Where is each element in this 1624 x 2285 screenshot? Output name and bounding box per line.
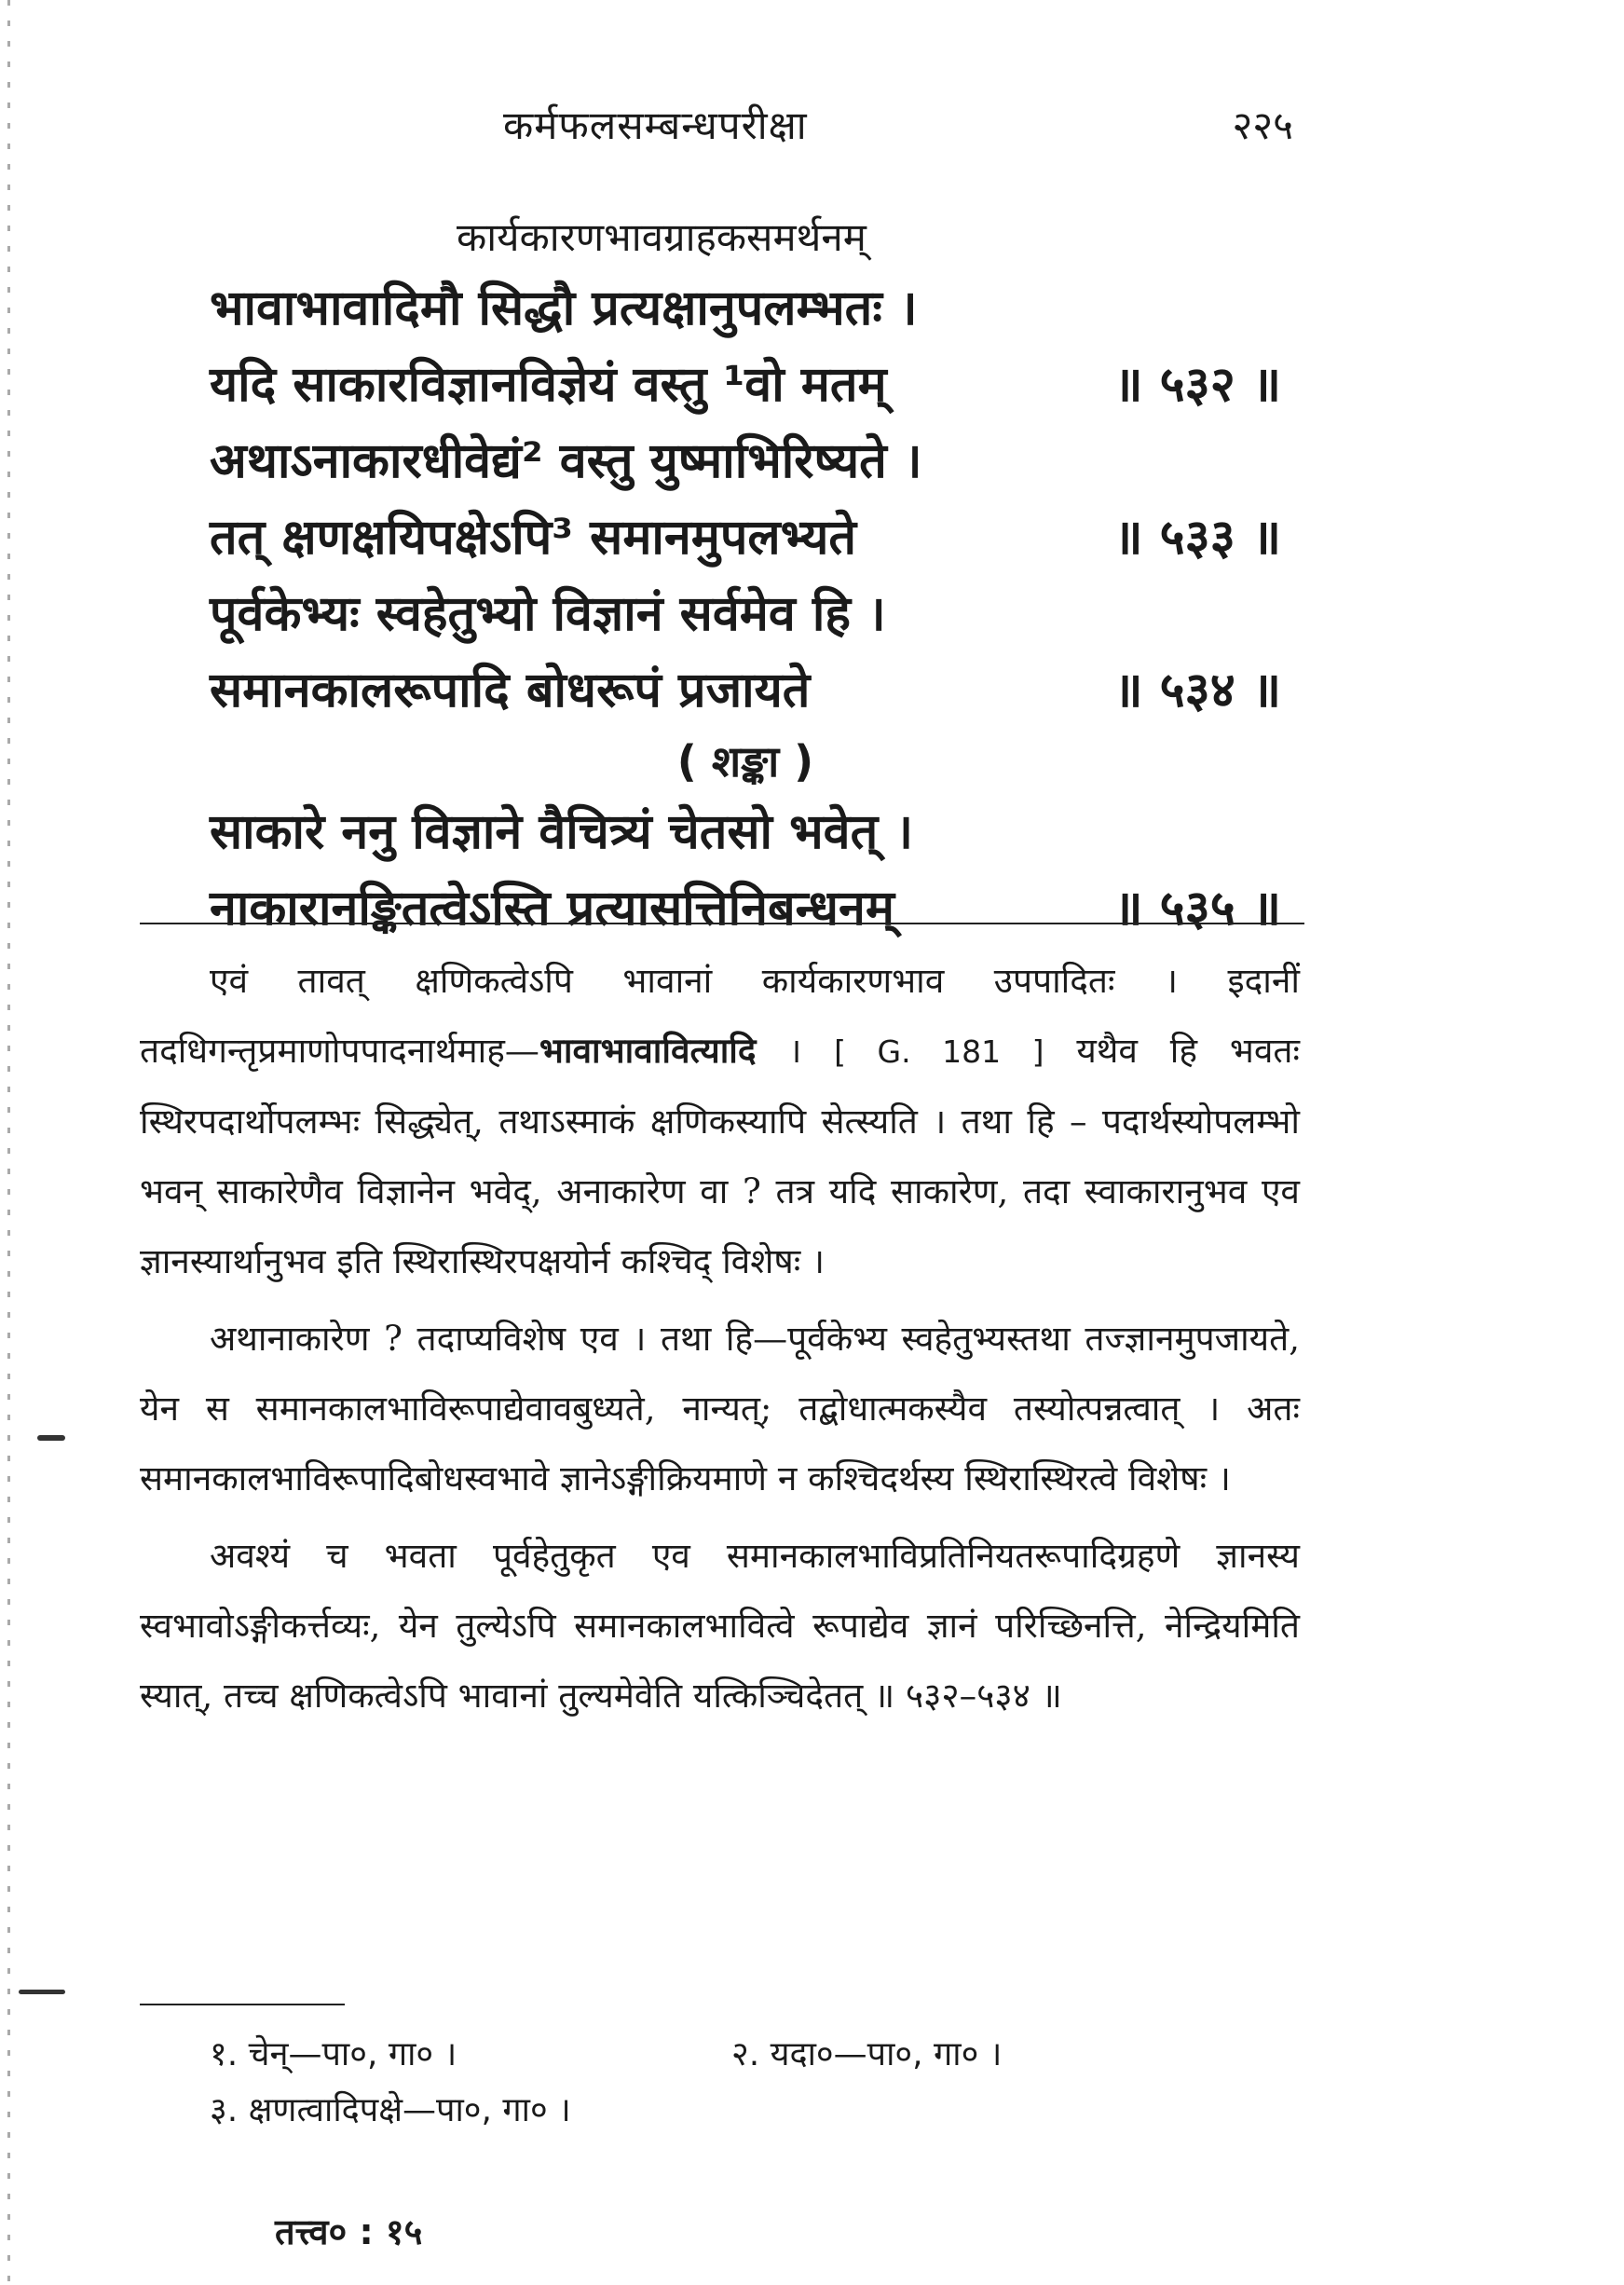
verse-text: यदि साकारविज्ञानविज्ञेयं वस्तु ¹वो मतम् [210,357,887,413]
verse-text: समानकालरूपादि बोधरूपं प्रजायते [210,663,811,718]
verse-line [210,870,1281,947]
verse-line [210,347,1281,423]
verse-line [210,576,1281,652]
commentary-text: यथैव हि भवतः स्थिरपदार्थोपलम्भः सिद्ध्येत्, तथाऽस्माकं क्षणिकस्यापि सेत्स्यति । तथा हि – पदार्थस्योपलम्भो भवन् साकारेणैव विज्ञानेन भवेद्, अनाकारेण वा ? तत्र यदि साकारेण, तदा स्वाकारानुभव एव ज्ञानस्यार्थानुभव इति स्थिरास्थिरपक्षयोर्न कश्चिद् विशेषः । [140,1031,1300,1281]
commentary [140,946,1300,1731]
page-reference: [ G. 181 ] [834,1033,1044,1070]
page-number: २२५ [1232,103,1293,148]
commentary-text: एवं तावत् क्षणिकत्वेऽपि भावानां कार्यकारणभाव उपपादितः । इदानीं तदधिगन्तृप्रमाणोपपादनार्थमाह— [140,961,1300,1071]
verse-block [210,270,1281,947]
commentary-paragraph [140,1304,1300,1513]
verse-line [210,652,1281,729]
running-title: कर्मफलसम्बन्धपरीक्षा [503,103,808,148]
footnote-1: १. चेन्—पा०, गा० । [210,2035,457,2073]
footnote-3: ३. क्षणत्वादिपक्षे—पा०, गा० । [210,2091,571,2129]
verse-divider-rule [140,923,1304,924]
commentary-paragraph [140,1521,1300,1731]
printer-signature: तत्त्व० : १५ [275,2211,423,2252]
verse-line [210,423,1281,499]
commentary-keyword: भावाभावावित्यादि [539,1030,757,1071]
scan-mark [37,1435,65,1441]
commentary-text: । [788,1031,802,1071]
verse-line [210,499,1281,576]
verse-text: अथाऽनाकारधीवेद्यं² वस्तु युष्माभिरिष्यते । [210,433,922,489]
scan-edge [7,0,10,2285]
commentary-paragraph [140,946,1300,1296]
commentary-text: अवश्यं च भवता पूर्वहेतुकृत एव समानकालभाविप्रतिनियतरूपादिग्रहणे ज्ञानस्य स्वभावोऽङ्गीकर्त्तव्यः, येन तुल्येऽपि समानकालभावित्वे रूपाद्येव ज्ञानं परिच्छिनत्ति, नेन्द्रियमिति स्यात्, तच्च क्षणिकत्वेऽपि भावानां तुल्यमेवेति यत्किञ्चिदेतत् [140,1536,1300,1716]
page-header [0,98,1624,154]
shanka-label: ( शङ्का ) [676,736,814,787]
verse-text: तत् क्षणक्षयिपक्षेऽपि³ समानमुपलभ्यते [210,510,857,566]
verse-text: भावाभावादिमौ सिद्धौ प्रत्यक्षानुपलम्भतः । [210,280,918,336]
commentary-text: अथानाकारेण ? तदाप्यविशेष एव । तथा हि—पूर्वकेभ्य स्वहेतुभ्यस्तथा तज्ज्ञानमुपजायते, येन स समानकालभाविरूपाद्येवावबुध्यते, नान्यत्; तद्बोधात्मकस्यैव तस्योत्पन्नत्वात् । अतः समानकालभाविरूपादिबोधस्वभावे ज्ञानेऽङ्गीक्रियमाणे न कश्चिदर्थस्य स्थिरास्थिरत्वे विशेषः । [140,1319,1300,1498]
verse-number: ॥ ५३२ ॥ [1113,357,1281,413]
scan-mark [19,1990,65,1994]
verse-number: ॥ ५३३ ॥ [1113,510,1281,566]
verse-line [210,794,1281,870]
verse-text: पूर्वकेभ्यः स्वहेतुभ्यो विज्ञानं सर्वमेव हि । [210,586,886,642]
footnote-row [210,2083,1235,2139]
verse-number: ॥ ५३५ ॥ [1113,881,1281,937]
verse-text: साकारे ननु विज्ञाने वैचित्र्यं चेतसो भवेत् । [210,804,914,860]
footnote-row [210,2027,1235,2083]
verse-text: नाकारानङ्कितत्वेऽस्ति प्रत्यासत्तिनिबन्धनम् [210,881,894,937]
verse-range-number: ॥ ५३२–५३४ ॥ [874,1676,1062,1716]
verse-number: ॥ ५३४ ॥ [1113,663,1281,718]
footnote-2: २. यदा०—पा०, गा० । [731,2035,1003,2073]
verse-line [210,270,1281,347]
section-heading: कार्यकारणभावग्राहकसमर्थनम् [457,214,867,260]
footnotes [210,2027,1235,2139]
footnote-divider-rule [140,2004,345,2005]
